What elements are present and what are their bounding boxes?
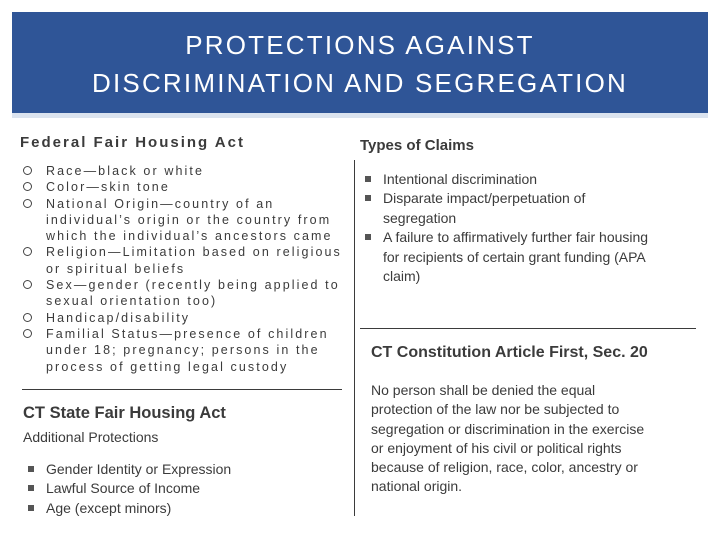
- list-item: [20, 179, 352, 195]
- list-item-text: or spiritual beliefs: [46, 261, 186, 276]
- list-item: [20, 244, 352, 277]
- list-item-text: Religion—Limitation based on religious: [46, 245, 342, 260]
- list-item: [23, 460, 343, 479]
- circle-bullet-icon: [23, 247, 32, 256]
- list-item: [20, 196, 352, 245]
- title-line-1: PROTECTIONS AGAINST: [185, 29, 535, 60]
- list-item-text: claim): [383, 268, 421, 285]
- list-item: [360, 170, 700, 189]
- circle-bullet-icon: [23, 329, 32, 338]
- list-item-text: individual’s origin or the country from: [46, 212, 332, 227]
- constitution-heading: CT Constitution Article First, Sec. 20: [371, 344, 648, 361]
- list-item-text: sexual orientation too): [46, 294, 218, 309]
- state-section: [23, 402, 343, 518]
- list-item: [360, 228, 700, 286]
- square-bullet-icon: [28, 485, 34, 491]
- left-divider: [22, 389, 342, 390]
- constitution-text-line: No person shall be denied the equal: [371, 382, 596, 398]
- list-item-text: A failure to affirmatively further fair housing: [383, 229, 649, 246]
- list-item: [20, 326, 352, 375]
- federal-section: [20, 132, 352, 375]
- list-item: [23, 479, 343, 498]
- list-item-text: Age (except minors): [46, 499, 172, 516]
- constitution-text-line: or enjoyment of his civil or political rights: [371, 439, 622, 456]
- square-bullet-icon: [28, 466, 34, 472]
- state-heading: CT State Fair Housing Act: [23, 404, 226, 422]
- constitution-text-line: segregation or discrimination in the exercise: [371, 420, 645, 437]
- list-item-text: Handicap/disability: [46, 310, 191, 325]
- list-item-text: National Origin—country of an: [46, 196, 275, 211]
- list-item-text: under 18; pregnancy; persons in the: [46, 343, 320, 358]
- list-item: [23, 499, 343, 518]
- state-protections-list: [23, 460, 343, 518]
- slide-title: [92, 26, 628, 102]
- list-item-text: Race—black or white: [46, 164, 205, 178]
- title-banner: [12, 12, 708, 118]
- claims-list: [360, 170, 700, 286]
- state-subheading: Additional Protections: [23, 429, 159, 445]
- list-item: [360, 189, 700, 228]
- list-item-text: Disparate impact/perpetuation of: [383, 190, 586, 207]
- square-bullet-icon: [365, 195, 371, 201]
- list-item-text: process of getting legal custody: [46, 359, 289, 374]
- list-item-text: Familial Status—presence of children: [46, 326, 329, 341]
- column-divider: [354, 160, 355, 516]
- constitution-text-line: because of religion, race, color, ancestry or: [371, 459, 638, 476]
- claims-section: [360, 132, 700, 286]
- circle-bullet-icon: [23, 182, 32, 191]
- federal-protected-classes-list: [20, 163, 352, 375]
- right-divider: [360, 328, 696, 329]
- circle-bullet-icon: [23, 166, 32, 175]
- list-item-text: segregation: [383, 209, 457, 226]
- list-item-text: Gender Identity or Expression: [46, 461, 232, 477]
- square-bullet-icon: [365, 234, 371, 240]
- square-bullet-icon: [365, 176, 371, 182]
- circle-bullet-icon: [23, 199, 32, 208]
- list-item-text: Color—skin tone: [46, 180, 170, 195]
- list-item-text: which the individual’s ancestors came: [46, 229, 333, 244]
- list-item-text: Intentional discrimination: [383, 171, 538, 187]
- title-line-2: DISCRIMINATION AND SEGREGATION: [92, 67, 628, 98]
- constitution-text-line: protection of the law nor be subjected to: [371, 401, 620, 418]
- constitution-section: [371, 343, 701, 497]
- list-item: [20, 310, 352, 326]
- federal-heading: Federal Fair Housing Act: [20, 134, 245, 151]
- circle-bullet-icon: [23, 280, 32, 289]
- circle-bullet-icon: [23, 313, 32, 322]
- list-item: [20, 277, 352, 310]
- list-item: [20, 163, 352, 179]
- constitution-text: [371, 381, 701, 497]
- constitution-text-line: national origin.: [371, 478, 463, 495]
- claims-heading: Types of Claims: [360, 137, 474, 154]
- list-item-text: for recipients of certain grant funding (APA: [383, 248, 646, 265]
- list-item-text: Lawful Source of Income: [46, 480, 201, 497]
- square-bullet-icon: [28, 505, 34, 511]
- list-item-text: Sex—gender (recently being applied to: [46, 278, 340, 293]
